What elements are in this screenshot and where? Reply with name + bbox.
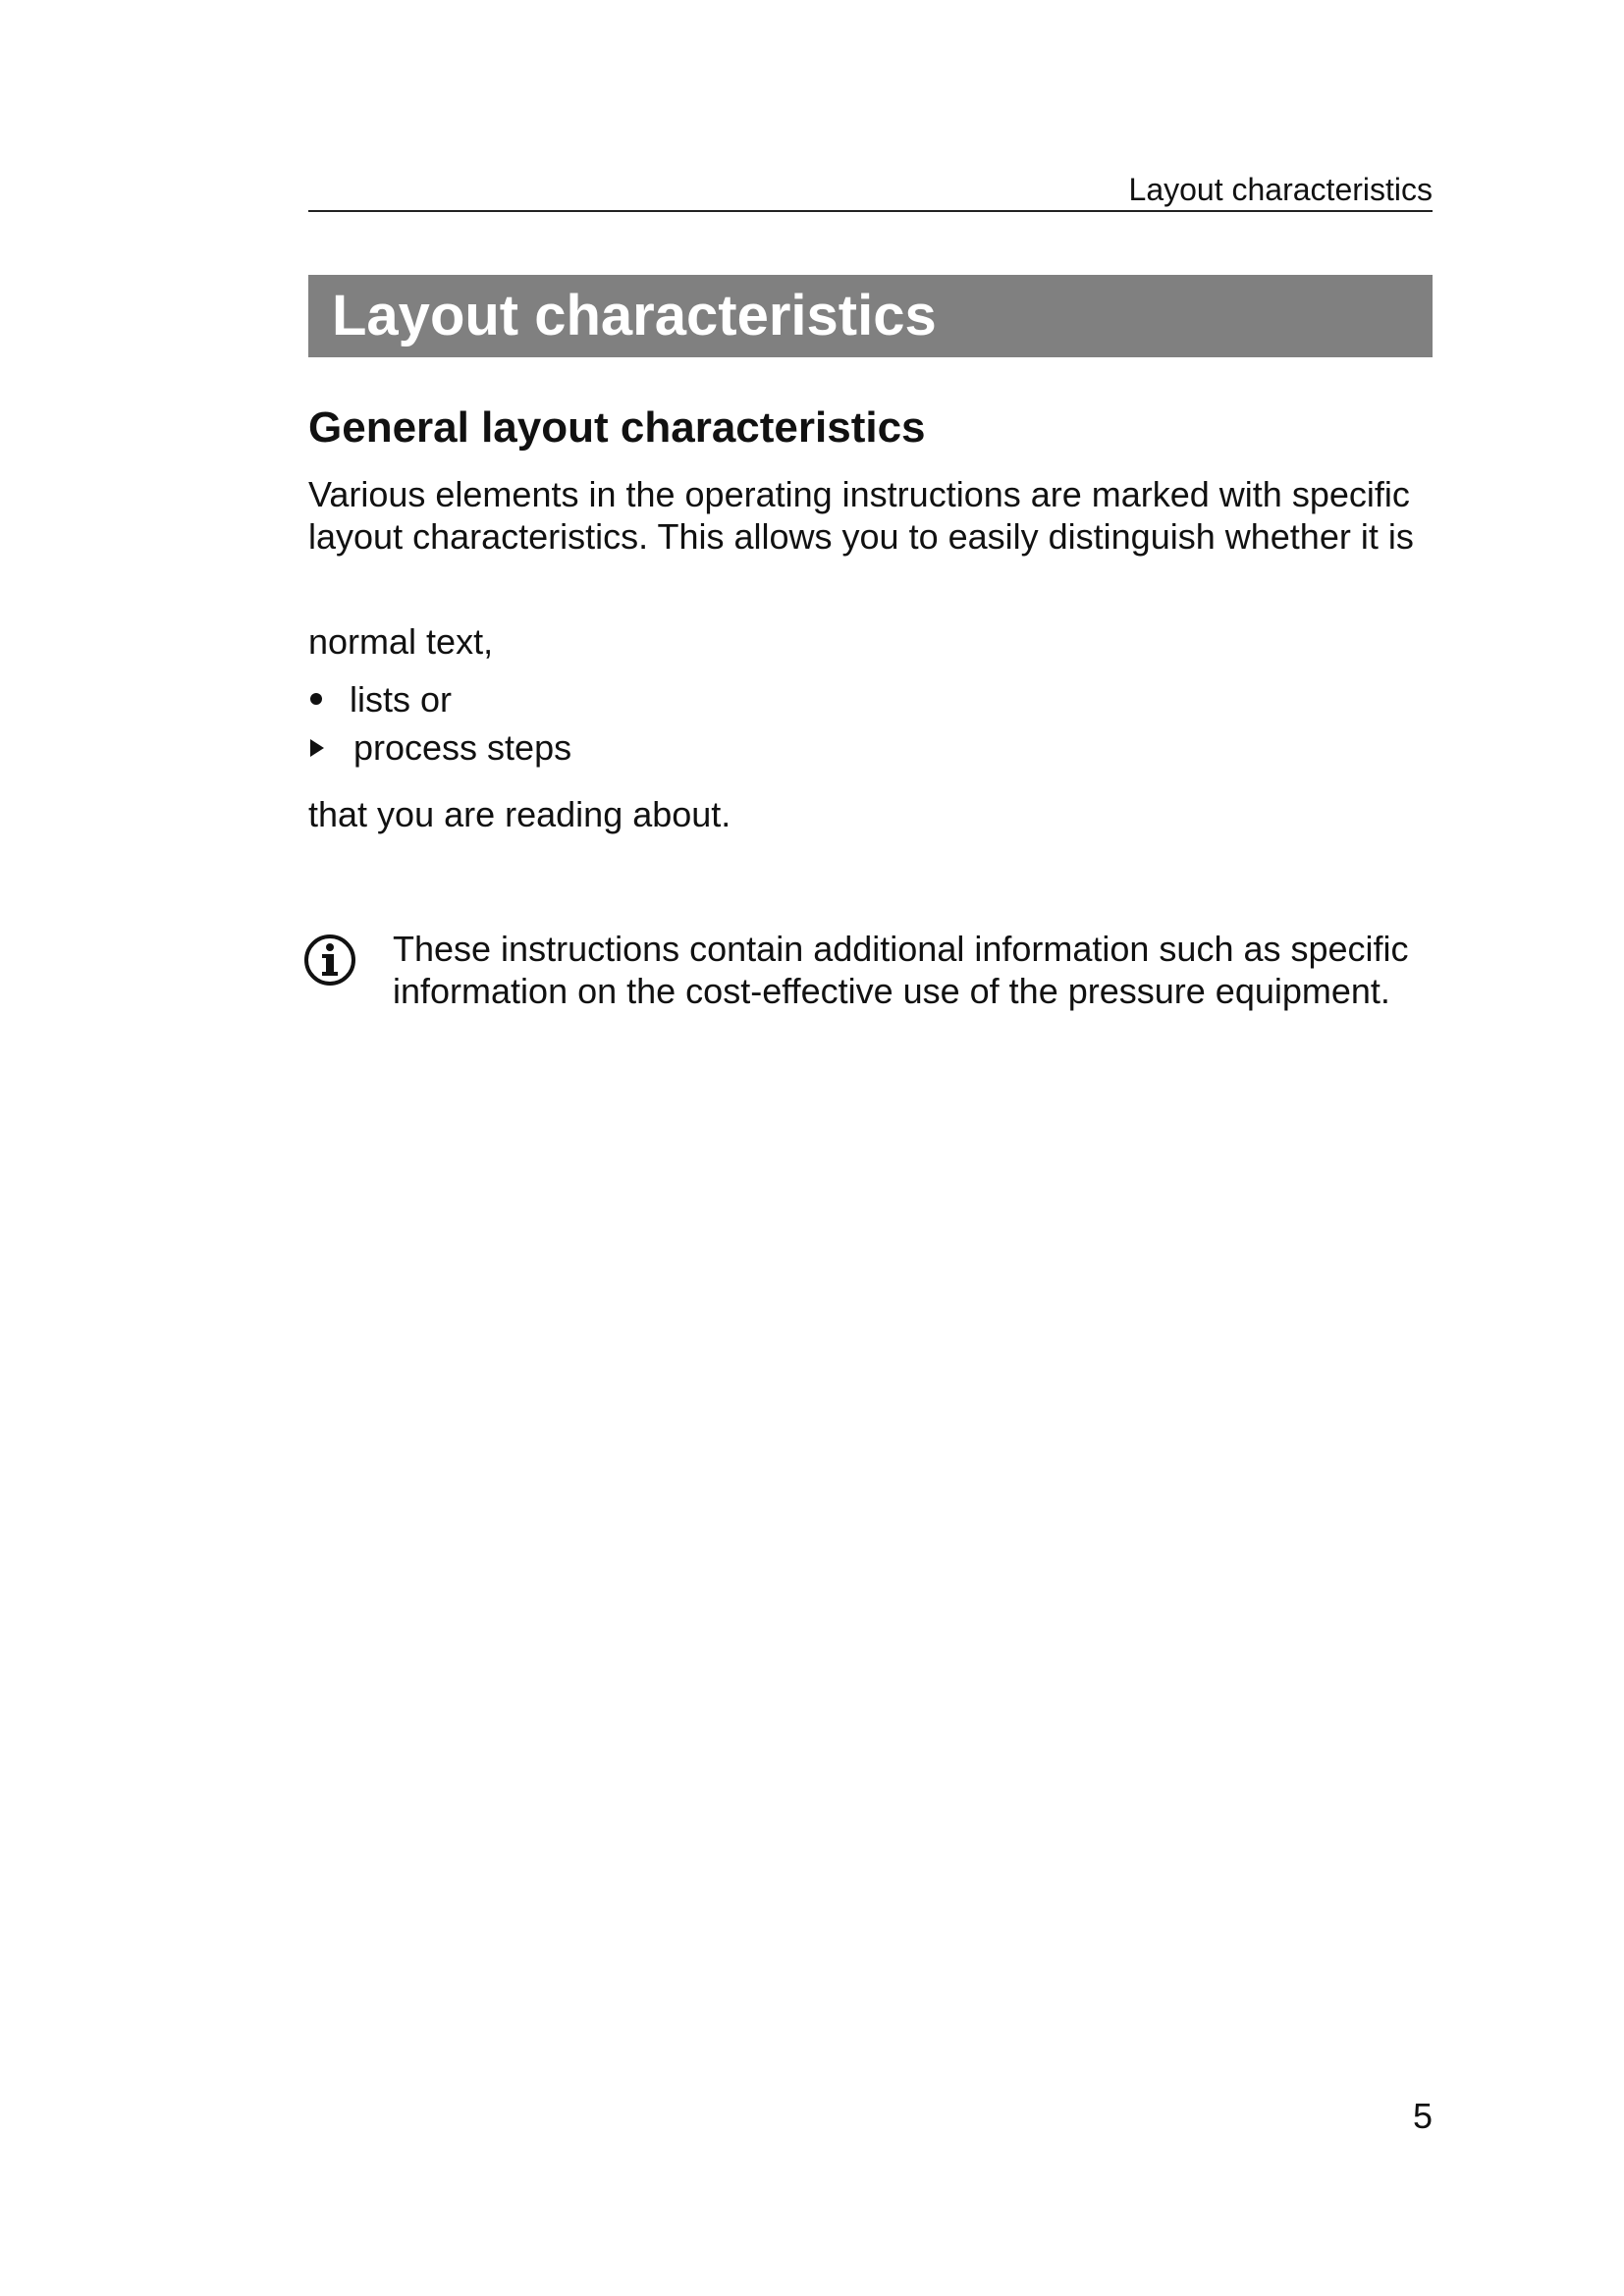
closing-text-line: that you are reading about. — [308, 794, 731, 834]
process-step-arrow-icon — [310, 739, 324, 757]
running-header-title: Layout characteristics — [1128, 172, 1433, 207]
page-number: 5 — [1412, 2096, 1433, 2136]
chapter-title: Layout characteristics — [332, 284, 937, 347]
section-heading: General layout characteristics — [308, 403, 926, 452]
intro-paragraph: Various elements in the operating instructions are marked with specific layout characteristics. This allows you to easily distinguish whether it is — [308, 474, 1414, 557]
info-icon — [302, 933, 357, 988]
chapter-title-bar — [308, 275, 1433, 357]
info-note-text: These instructions contain additional information such as specific information on the cost-effective use of the pressure equipment. — [393, 929, 1409, 1011]
normal-text-line: normal text, — [308, 621, 494, 662]
list-item-text: lists or — [350, 679, 453, 720]
bullet-icon — [310, 693, 322, 705]
process-step-text: process steps — [353, 727, 572, 768]
running-header — [308, 169, 1433, 212]
